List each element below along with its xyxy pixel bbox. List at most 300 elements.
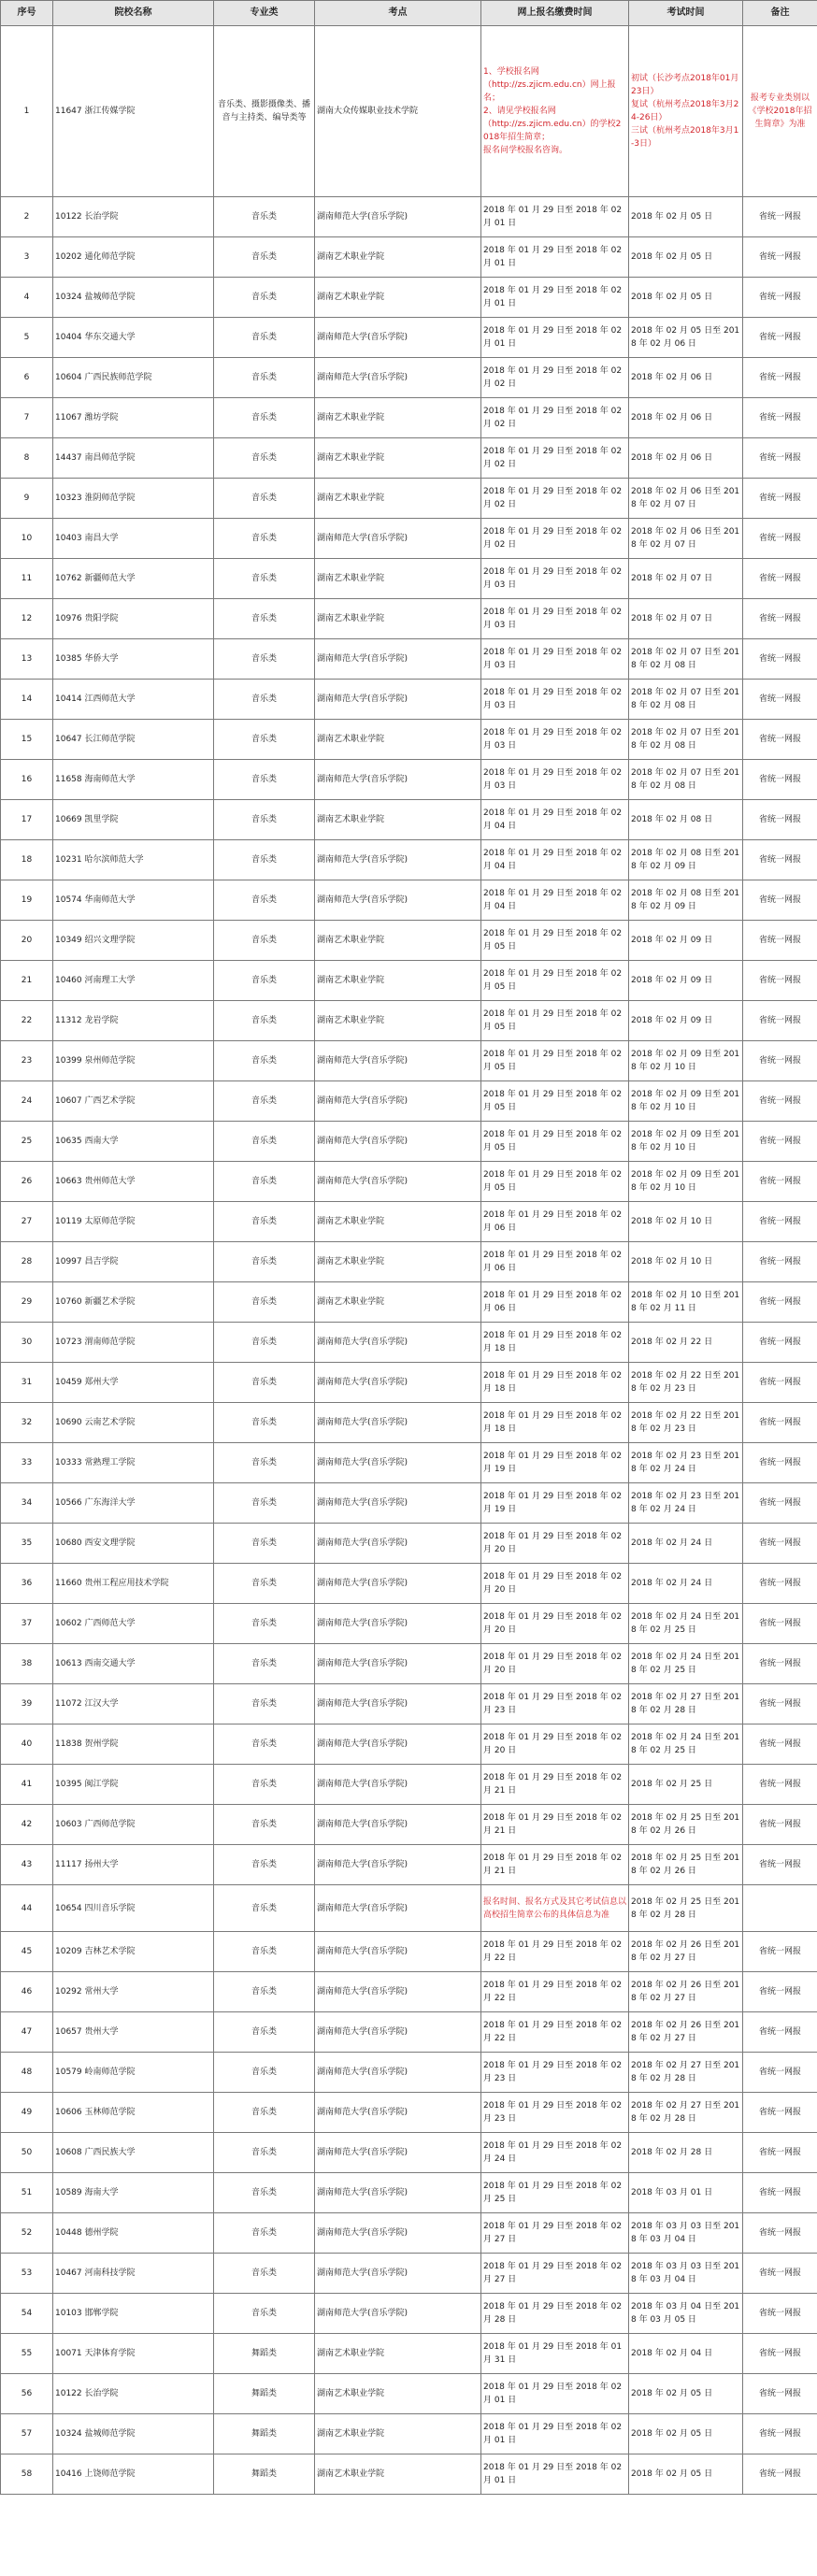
cell-note: 省统一网报 [743,1845,817,1885]
cell-category: 音乐类 [214,2093,315,2133]
cell-seq: 27 [1,1202,53,1242]
cell-exam: 2018 年 02 月 25 日至 2018 年 02 月 26 日 [629,1845,743,1885]
cell-venue: 湖南艺术职业学院 [315,2374,481,2414]
cell-seq: 38 [1,1644,53,1684]
registration-line: 报名问学校报名咨询。 [483,146,568,155]
cell-school: 11647 浙江传媒学院 [53,26,214,197]
cell-category: 音乐类 [214,1932,315,1972]
cell-note: 省统一网报 [743,559,817,599]
cell-exam: 2018 年 02 月 25 日至 2018 年 02 月 28 日 [629,1885,743,1932]
cell-registration: 2018 年 01 月 29 日至 2018 年 02 月 18 日 [481,1323,629,1363]
cell-exam: 2018 年 02 月 07 日至 2018 年 02 月 08 日 [629,639,743,680]
cell-venue: 湖南师范大学(音乐学院) [315,2213,481,2254]
cell-school: 10202 通化师范学院 [53,237,214,278]
table-row [1,1972,817,2012]
table-row [1,639,817,680]
cell-exam: 2018 年 02 月 06 日至 2018 年 02 月 07 日 [629,479,743,519]
cell-exam: 2018 年 02 月 05 日 [629,197,743,237]
cell-venue: 湖南师范大学(音乐学院) [315,1805,481,1845]
cell-registration: 2018 年 01 月 29 日至 2018 年 02 月 18 日 [481,1363,629,1403]
cell-note: 省统一网报 [743,398,817,438]
table-row [1,1081,817,1122]
cell-note: 省统一网报 [743,1684,817,1724]
table-row [1,1765,817,1805]
cell-category: 音乐类、摄影摄像类、播音与主持类、编导类等 [214,26,315,197]
cell-venue: 湖南艺术职业学院 [315,599,481,639]
table-row [1,1524,817,1564]
cell-seq: 23 [1,1041,53,1081]
cell-note: 省统一网报 [743,961,817,1001]
cell-seq: 45 [1,1932,53,1972]
cell-category: 音乐类 [214,2173,315,2213]
cell-category: 音乐类 [214,237,315,278]
cell-category: 音乐类 [214,1202,315,1242]
cell-venue: 湖南师范大学(音乐学院) [315,1041,481,1081]
cell-school: 10231 哈尔滨师范大学 [53,840,214,880]
cell-registration: 2018 年 01 月 29 日至 2018 年 02 月 02 日 [481,519,629,559]
cell-note: 省统一网报 [743,1363,817,1403]
cell-category: 音乐类 [214,720,315,760]
cell-school: 11067 潍坊学院 [53,398,214,438]
exam-line: 复试（杭州考点2018年3月24-26日） [631,100,739,122]
cell-seq: 19 [1,880,53,921]
cell-seq: 44 [1,1885,53,1932]
cell-school: 14437 南昌师范学院 [53,438,214,479]
cell-venue: 湖南师范大学(音乐学院) [315,1604,481,1644]
cell-registration: 2018 年 01 月 29 日至 2018 年 02 月 01 日 [481,2374,629,2414]
cell-school: 10566 广东海洋大学 [53,1483,214,1524]
cell-school: 10333 常熟理工学院 [53,1443,214,1483]
cell-note: 省统一网报 [743,1524,817,1564]
cell-school: 10404 华东交通大学 [53,318,214,358]
cell-school: 10103 邯郸学院 [53,2294,214,2334]
cell-registration: 2018 年 01 月 29 日至 2018 年 02 月 20 日 [481,1604,629,1644]
table-row [1,559,817,599]
cell-seq: 57 [1,2414,53,2454]
cell-venue: 湖南艺术职业学院 [315,2414,481,2454]
cell-note: 省统一网报 [743,519,817,559]
cell-exam: 2018 年 02 月 06 日至 2018 年 02 月 07 日 [629,519,743,559]
table-row [1,1483,817,1524]
cell-note: 省统一网报 [743,197,817,237]
cell-exam: 2018 年 02 月 04 日 [629,2334,743,2374]
cell-category: 音乐类 [214,1403,315,1443]
cell-seq: 37 [1,1604,53,1644]
cell-registration: 2018 年 01 月 29 日至 2018 年 02 月 01 日 [481,318,629,358]
table-row [1,2173,817,2213]
cell-note: 省统一网报 [743,278,817,318]
cell-registration: 2018 年 01 月 29 日至 2018 年 02 月 27 日 [481,2213,629,2254]
cell-school: 10579 岭南师范学院 [53,2053,214,2093]
header-school: 院校名称 [53,1,214,26]
cell-note: 省统一网报 [743,358,817,398]
cell-registration: 2018 年 01 月 29 日至 2018 年 02 月 05 日 [481,1081,629,1122]
cell-school: 10460 河南理工大学 [53,961,214,1001]
cell-note: 省统一网报 [743,2334,817,2374]
cell-category: 音乐类 [214,1041,315,1081]
cell-seq: 26 [1,1162,53,1202]
cell-seq: 24 [1,1081,53,1122]
cell-venue: 湖南师范大学(音乐学院) [315,1644,481,1684]
table-row [1,1805,817,1845]
cell-venue: 湖南师范大学(音乐学院) [315,840,481,880]
table-row [1,438,817,479]
table-row [1,760,817,800]
cell-registration: 2018 年 01 月 29 日至 2018 年 02 月 05 日 [481,1041,629,1081]
cell-school: 10613 西南交通大学 [53,1644,214,1684]
header-category: 专业类 [214,1,315,26]
table-body [1,26,817,2495]
cell-seq: 18 [1,840,53,880]
table-row [1,278,817,318]
cell-registration: 2018 年 01 月 29 日至 2018 年 02 月 05 日 [481,1162,629,1202]
cell-exam: 2018 年 03 月 04 日至 2018 年 03 月 05 日 [629,2294,743,2334]
cell-registration: 2018 年 01 月 29 日至 2018 年 02 月 01 日 [481,2454,629,2495]
cell-exam: 2018 年 02 月 27 日至 2018 年 02 月 28 日 [629,2093,743,2133]
cell-exam [629,26,743,197]
cell-registration: 2018 年 01 月 29 日至 2018 年 02 月 04 日 [481,840,629,880]
table-row [1,800,817,840]
cell-exam: 2018 年 02 月 25 日至 2018 年 02 月 26 日 [629,1805,743,1845]
cell-category: 音乐类 [214,921,315,961]
cell-venue: 湖南艺术职业学院 [315,559,481,599]
cell-exam: 2018 年 02 月 08 日至 2018 年 02 月 09 日 [629,880,743,921]
cell-note: 省统一网报 [743,2053,817,2093]
cell-note: 省统一网报 [743,237,817,278]
cell-seq: 11 [1,559,53,599]
cell-registration: 2018 年 01 月 29 日至 2018 年 02 月 20 日 [481,1524,629,1564]
cell-category: 音乐类 [214,2294,315,2334]
cell-venue: 湖南艺术职业学院 [315,438,481,479]
cell-seq: 48 [1,2053,53,2093]
cell-note: 省统一网报 [743,1724,817,1765]
cell-school: 11072 江汉大学 [53,1684,214,1724]
cell-exam: 2018 年 02 月 25 日 [629,1765,743,1805]
cell-seq: 51 [1,2173,53,2213]
cell-school: 10385 华侨大学 [53,639,214,680]
cell-registration: 2018 年 01 月 29 日至 2018 年 02 月 23 日 [481,2093,629,2133]
cell-venue: 湖南师范大学(音乐学院) [315,2173,481,2213]
cell-school: 10654 四川音乐学院 [53,1885,214,1932]
table-row [1,1684,817,1724]
cell-registration: 2018 年 01 月 29 日至 2018 年 02 月 01 日 [481,237,629,278]
cell-note: 省统一网报 [743,1564,817,1604]
cell-note: 省统一网报 [743,680,817,720]
cell-exam: 2018 年 02 月 07 日 [629,599,743,639]
cell-category: 音乐类 [214,559,315,599]
table-row [1,398,817,438]
cell-seq: 25 [1,1122,53,1162]
table-row [1,1162,817,1202]
cell-note: 省统一网报 [743,2213,817,2254]
cell-category: 音乐类 [214,519,315,559]
cell-school: 11312 龙岩学院 [53,1001,214,1041]
cell-registration: 2018 年 01 月 29 日至 2018 年 02 月 18 日 [481,1403,629,1443]
cell-school: 10459 郑州大学 [53,1363,214,1403]
cell-registration: 2018 年 01 月 29 日至 2018 年 02 月 05 日 [481,1122,629,1162]
cell-category: 音乐类 [214,840,315,880]
cell-note: 省统一网报 [743,840,817,880]
cell-seq: 10 [1,519,53,559]
cell-seq: 50 [1,2133,53,2173]
table-row [1,2334,817,2374]
cell-registration: 2018 年 01 月 29 日至 2018 年 02 月 24 日 [481,2133,629,2173]
registration-link[interactable]: （http://zs.zjicm.edu.cn）的学校2018年招生简章； [483,120,622,142]
cell-seq: 42 [1,1805,53,1845]
cell-category: 音乐类 [214,961,315,1001]
cell-category: 音乐类 [214,1644,315,1684]
table-row [1,1932,817,1972]
cell-registration: 2018 年 01 月 29 日至 2018 年 01 月 31 日 [481,2334,629,2374]
cell-category: 音乐类 [214,1001,315,1041]
cell-exam: 2018 年 02 月 23 日至 2018 年 02 月 24 日 [629,1483,743,1524]
cell-exam: 2018 年 02 月 09 日至 2018 年 02 月 10 日 [629,1122,743,1162]
cell-exam: 2018 年 02 月 08 日 [629,800,743,840]
exam-line: 三试（杭州考点2018年3月1-3日） [631,126,739,149]
table-row [1,880,817,921]
cell-seq: 49 [1,2093,53,2133]
cell-registration: 2018 年 01 月 29 日至 2018 年 02 月 06 日 [481,1202,629,1242]
cell-seq: 56 [1,2374,53,2414]
cell-exam: 2018 年 02 月 05 日 [629,2454,743,2495]
table-row [1,2374,817,2414]
cell-category: 音乐类 [214,2012,315,2053]
exam-line: 初试（长沙考点2018年01月23日） [631,74,739,96]
cell-exam: 2018 年 02 月 24 日至 2018 年 02 月 25 日 [629,1604,743,1644]
cell-school: 10657 贵州大学 [53,2012,214,2053]
cell-note [743,1885,817,1932]
table-row [1,1845,817,1885]
table-row [1,720,817,760]
cell-exam: 2018 年 02 月 10 日 [629,1242,743,1282]
cell-seq: 14 [1,680,53,720]
header-note: 备注 [743,1,817,26]
cell-category: 音乐类 [214,639,315,680]
cell-school: 10608 广西民族大学 [53,2133,214,2173]
cell-seq: 41 [1,1765,53,1805]
cell-note: 省统一网报 [743,2294,817,2334]
cell-registration: 2018 年 01 月 29 日至 2018 年 02 月 01 日 [481,2414,629,2454]
cell-note: 省统一网报 [743,1041,817,1081]
cell-note: 省统一网报 [743,1202,817,1242]
table-row [1,318,817,358]
cell-seq: 8 [1,438,53,479]
cell-registration: 2018 年 01 月 29 日至 2018 年 02 月 04 日 [481,880,629,921]
cell-school: 10574 华南师范大学 [53,880,214,921]
table-row [1,2133,817,2173]
cell-venue: 湖南师范大学(音乐学院) [315,1932,481,1972]
cell-exam: 2018 年 02 月 22 日至 2018 年 02 月 23 日 [629,1363,743,1403]
cell-venue: 湖南师范大学(音乐学院) [315,197,481,237]
table-row [1,2012,817,2053]
cell-venue: 湖南艺术职业学院 [315,278,481,318]
cell-exam: 2018 年 02 月 07 日 [629,559,743,599]
cell-venue: 湖南艺术职业学院 [315,2334,481,2374]
cell-note: 省统一网报 [743,1162,817,1202]
cell-seq: 35 [1,1524,53,1564]
cell-note: 省统一网报 [743,1932,817,1972]
cell-category: 音乐类 [214,599,315,639]
cell-venue: 湖南师范大学(音乐学院) [315,2053,481,2093]
table-row [1,1443,817,1483]
cell-venue: 湖南师范大学(音乐学院) [315,1845,481,1885]
cell-exam: 2018 年 02 月 27 日至 2018 年 02 月 28 日 [629,2053,743,2093]
cell-category: 音乐类 [214,1684,315,1724]
cell-venue: 湖南师范大学(音乐学院) [315,2294,481,2334]
cell-registration: 2018 年 01 月 29 日至 2018 年 02 月 19 日 [481,1483,629,1524]
cell-registration: 2018 年 01 月 29 日至 2018 年 02 月 22 日 [481,2012,629,2053]
cell-seq: 54 [1,2294,53,2334]
cell-school: 10669 凯里学院 [53,800,214,840]
cell-note: 省统一网报 [743,438,817,479]
cell-exam: 2018 年 03 月 03 日至 2018 年 03 月 04 日 [629,2254,743,2294]
cell-school: 10292 常州大学 [53,1972,214,2012]
cell-note: 省统一网报 [743,2173,817,2213]
table-row [1,961,817,1001]
cell-venue: 湖南师范大学(音乐学院) [315,1443,481,1483]
cell-exam: 2018 年 02 月 24 日至 2018 年 02 月 25 日 [629,1724,743,1765]
cell-school: 10690 云南艺术学院 [53,1403,214,1443]
cell-seq: 47 [1,2012,53,2053]
cell-exam: 2018 年 02 月 07 日至 2018 年 02 月 08 日 [629,760,743,800]
cell-category: 音乐类 [214,1885,315,1932]
cell-venue: 湖南艺术职业学院 [315,237,481,278]
cell-registration: 2018 年 01 月 29 日至 2018 年 02 月 28 日 [481,2294,629,2334]
cell-registration: 2018 年 01 月 29 日至 2018 年 02 月 20 日 [481,1644,629,1684]
cell-note: 省统一网报 [743,2374,817,2414]
cell-note: 省统一网报 [743,720,817,760]
cell-seq: 13 [1,639,53,680]
cell-seq: 58 [1,2454,53,2495]
cell-exam: 2018 年 02 月 10 日至 2018 年 02 月 11 日 [629,1282,743,1323]
cell-category: 音乐类 [214,2133,315,2173]
registration-link[interactable]: （http://zs.zjicm.edu.cn）网上报名； [483,80,616,103]
cell-category: 舞蹈类 [214,2374,315,2414]
cell-note: 省统一网报 [743,2093,817,2133]
cell-seq: 16 [1,760,53,800]
cell-registration: 2018 年 01 月 29 日至 2018 年 02 月 03 日 [481,720,629,760]
cell-school: 10603 广西师范学院 [53,1805,214,1845]
cell-exam: 2018 年 02 月 10 日 [629,1202,743,1242]
table-row [1,2093,817,2133]
cell-venue: 湖南艺术职业学院 [315,1282,481,1323]
cell-registration [481,26,629,197]
cell-exam: 2018 年 02 月 07 日至 2018 年 02 月 08 日 [629,680,743,720]
cell-category: 音乐类 [214,398,315,438]
cell-exam: 2018 年 02 月 26 日至 2018 年 02 月 27 日 [629,2012,743,2053]
cell-category: 音乐类 [214,1564,315,1604]
table-row [1,358,817,398]
cell-registration: 2018 年 01 月 29 日至 2018 年 02 月 27 日 [481,2254,629,2294]
cell-seq: 53 [1,2254,53,2294]
cell-exam: 2018 年 03 月 03 日至 2018 年 03 月 04 日 [629,2213,743,2254]
cell-seq: 52 [1,2213,53,2254]
cell-category: 音乐类 [214,1363,315,1403]
cell-exam: 2018 年 02 月 22 日 [629,1323,743,1363]
cell-venue: 湖南师范大学(音乐学院) [315,1081,481,1122]
cell-seq: 7 [1,398,53,438]
table-row [1,921,817,961]
cell-school: 10604 广西民族师范学院 [53,358,214,398]
cell-school: 10760 新疆艺术学院 [53,1282,214,1323]
cell-category: 音乐类 [214,197,315,237]
cell-school: 10119 太原师范学院 [53,1202,214,1242]
table-row [1,1644,817,1684]
cell-registration: 2018 年 01 月 29 日至 2018 年 02 月 21 日 [481,1765,629,1805]
cell-school: 10399 泉州师范学院 [53,1041,214,1081]
cell-registration: 2018 年 01 月 29 日至 2018 年 02 月 01 日 [481,278,629,318]
cell-seq: 15 [1,720,53,760]
cell-venue: 湖南师范大学(音乐学院) [315,1162,481,1202]
cell-category: 舞蹈类 [214,2454,315,2495]
cell-seq: 6 [1,358,53,398]
cell-school: 10976 贵阳学院 [53,599,214,639]
cell-note: 省统一网报 [743,1443,817,1483]
cell-venue: 湖南师范大学(音乐学院) [315,1122,481,1162]
cell-registration: 2018 年 01 月 29 日至 2018 年 02 月 03 日 [481,559,629,599]
cell-school: 10467 河南科技学院 [53,2254,214,2294]
cell-exam: 2018 年 02 月 05 日 [629,2374,743,2414]
cell-note: 省统一网报 [743,1081,817,1122]
cell-venue: 湖南师范大学(音乐学院) [315,358,481,398]
cell-venue: 湖南师范大学(音乐学院) [315,2133,481,2173]
table-row [1,2294,817,2334]
table-row [1,1564,817,1604]
cell-registration: 2018 年 01 月 29 日至 2018 年 02 月 20 日 [481,1724,629,1765]
header-venue: 考点 [315,1,481,26]
cell-school: 10414 江西师范大学 [53,680,214,720]
cell-school: 10680 西安文理学院 [53,1524,214,1564]
cell-category: 音乐类 [214,1483,315,1524]
cell-registration: 2018 年 01 月 29 日至 2018 年 02 月 03 日 [481,760,629,800]
table-row [1,1885,817,1932]
cell-registration: 2018 年 01 月 29 日至 2018 年 02 月 01 日 [481,197,629,237]
cell-seq: 5 [1,318,53,358]
cell-seq: 40 [1,1724,53,1765]
cell-school: 10602 广西师范大学 [53,1604,214,1644]
cell-note: 省统一网报 [743,921,817,961]
cell-registration: 2018 年 01 月 29 日至 2018 年 02 月 05 日 [481,921,629,961]
cell-category: 音乐类 [214,1443,315,1483]
cell-school: 10606 玉林师范学院 [53,2093,214,2133]
table-row [1,237,817,278]
cell-registration: 2018 年 01 月 29 日至 2018 年 02 月 25 日 [481,2173,629,2213]
cell-note: 省统一网报 [743,760,817,800]
cell-seq: 32 [1,1403,53,1443]
cell-note: 省统一网报 [743,479,817,519]
cell-note: 省统一网报 [743,1403,817,1443]
cell-school: 10122 长治学院 [53,197,214,237]
cell-school: 10395 闽江学院 [53,1765,214,1805]
cell-exam: 2018 年 03 月 01 日 [629,2173,743,2213]
cell-exam: 2018 年 02 月 09 日至 2018 年 02 月 10 日 [629,1041,743,1081]
cell-registration: 2018 年 01 月 29 日至 2018 年 02 月 23 日 [481,1684,629,1724]
cell-seq: 46 [1,1972,53,2012]
registration-line: 2、请见学校报名网 [483,107,556,116]
cell-venue: 湖南师范大学(音乐学院) [315,1684,481,1724]
cell-registration: 2018 年 01 月 29 日至 2018 年 02 月 20 日 [481,1564,629,1604]
cell-exam: 2018 年 02 月 06 日 [629,438,743,479]
table-row [1,1403,817,1443]
cell-school: 10122 长治学院 [53,2374,214,2414]
cell-category: 音乐类 [214,278,315,318]
cell-category: 音乐类 [214,358,315,398]
cell-note: 省统一网报 [743,800,817,840]
cell-note: 省统一网报 [743,599,817,639]
cell-registration: 2018 年 01 月 29 日至 2018 年 02 月 02 日 [481,358,629,398]
cell-category: 音乐类 [214,1162,315,1202]
registration-line: 1、学校报名网 [483,67,539,77]
